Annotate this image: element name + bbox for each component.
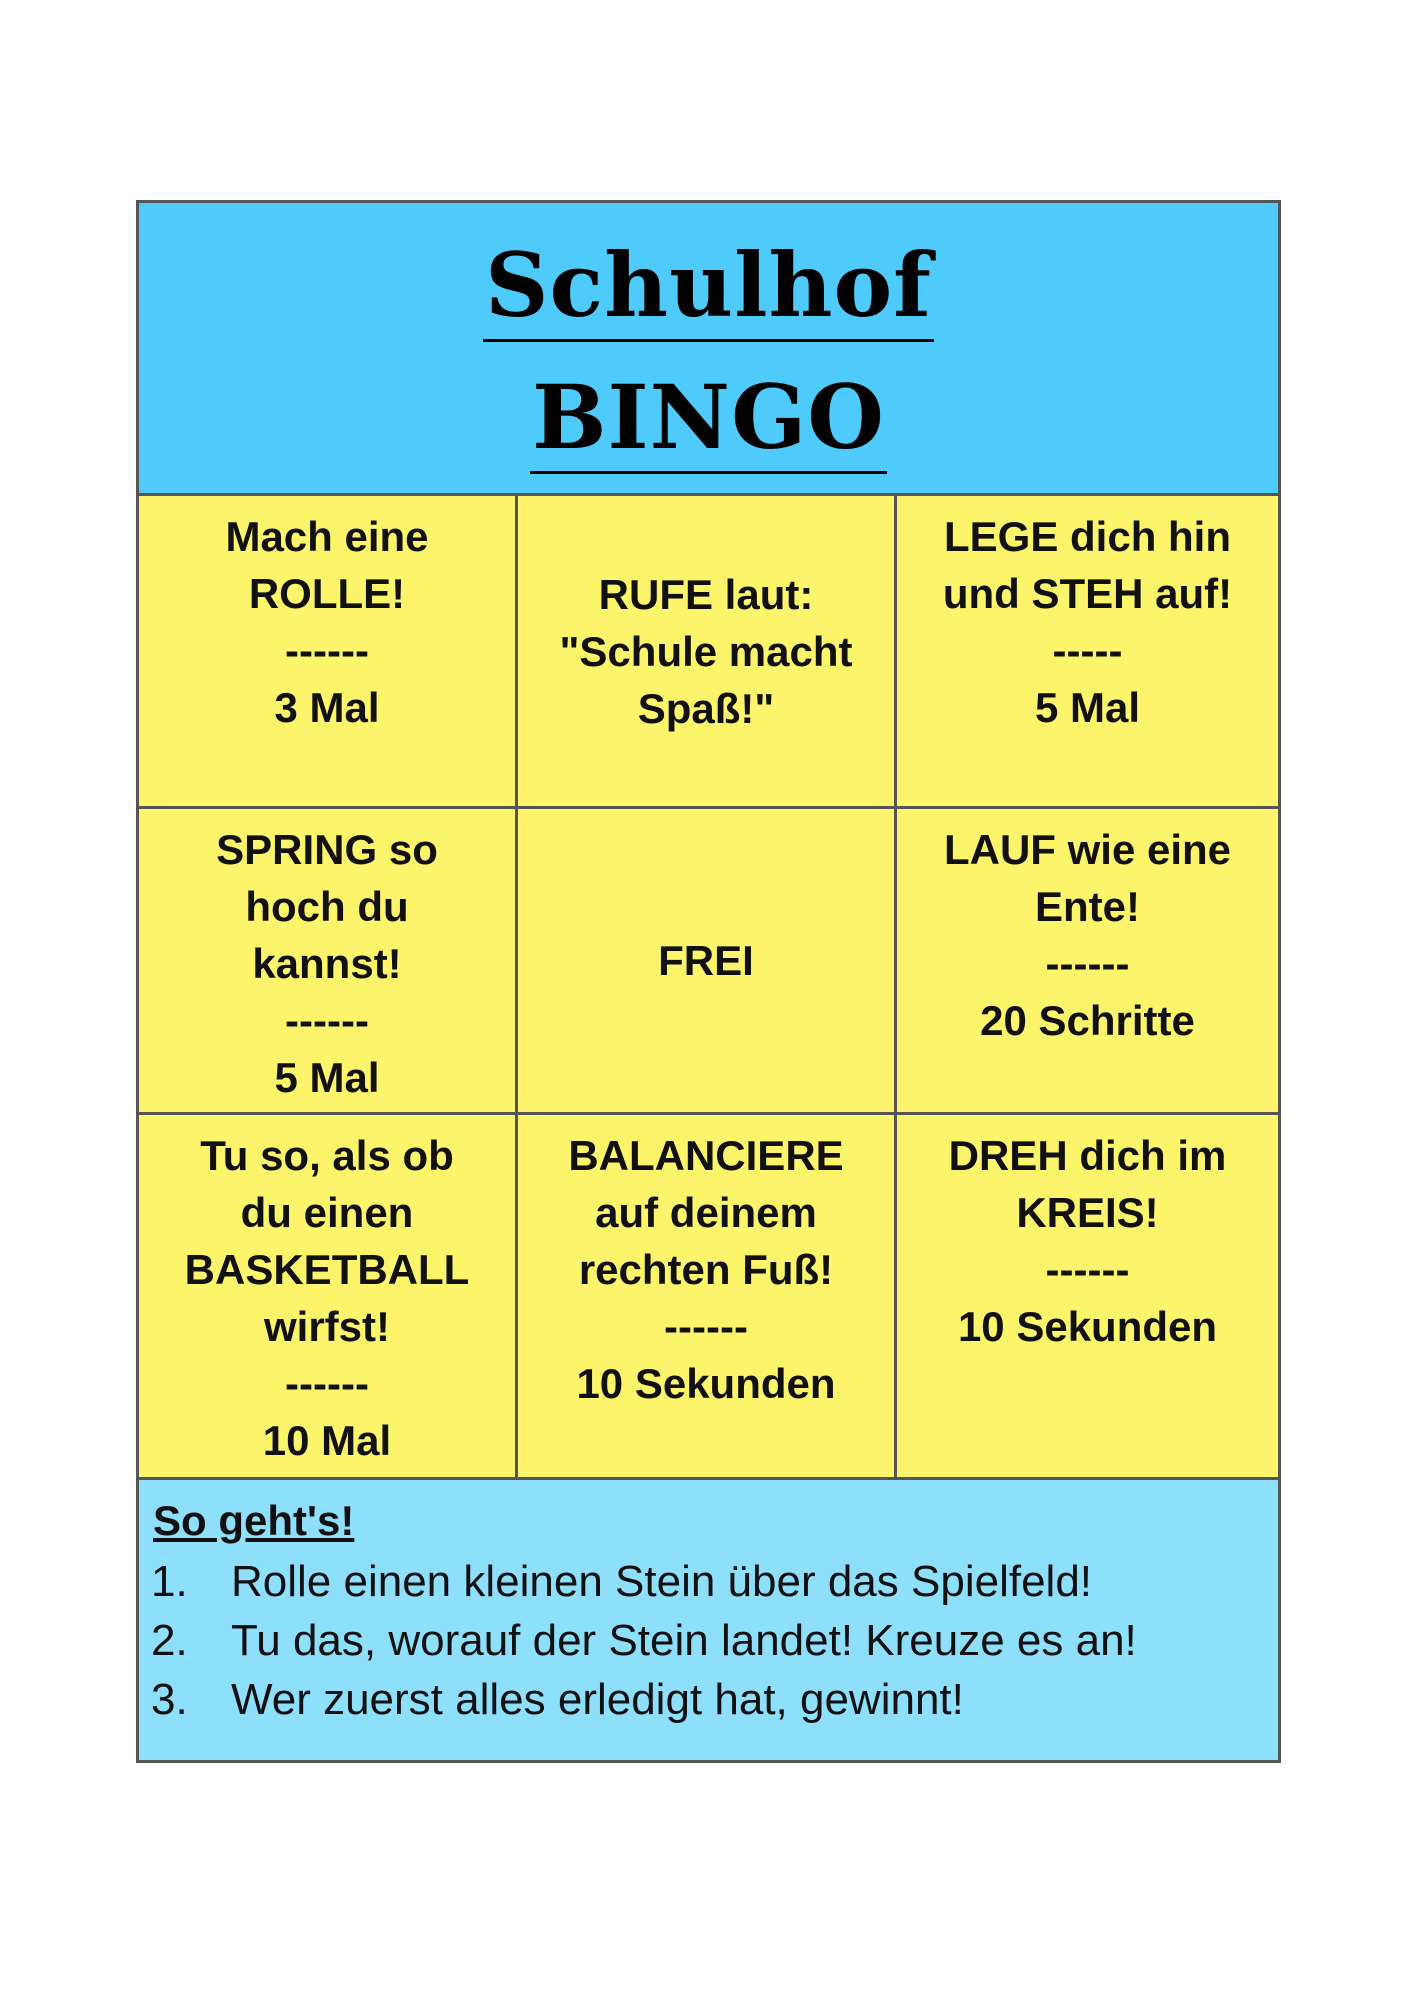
cell-text: SPRING so hoch du kannst! ------ 5 Mal (216, 826, 438, 1101)
cell-text: Mach eine ROLLE! ------ 3 Mal (225, 513, 429, 731)
card-header (139, 203, 1278, 493)
bingo-cell-frei[interactable] (518, 809, 894, 1112)
rules-section (139, 1480, 1278, 1760)
cell-text: FREI (658, 937, 754, 984)
list-item (151, 1552, 1137, 1611)
list-text: Tu das, worauf der Stein landet! Kreuze es an! (231, 1616, 1137, 1665)
cell-text: RUFE laut: "Schule macht Spaß!" (559, 570, 853, 732)
bingo-cell-spring[interactable] (139, 809, 515, 1112)
list-number: 1. (151, 1557, 188, 1606)
list-number: 3. (151, 1675, 188, 1724)
list-text: Wer zuerst alles erledigt hat, gewinnt! (231, 1675, 964, 1724)
bingo-cell-rufe[interactable] (518, 496, 894, 806)
list-item (151, 1611, 1137, 1670)
rules-list (151, 1552, 1137, 1729)
cell-text: Tu so, als ob du einen BASKETBALL wirfst! ------ 10 Mal (184, 1132, 470, 1464)
title-bingo: BINGO (530, 373, 887, 474)
list-text: Rolle einen kleinen Stein über das Spielfeld! (231, 1557, 1093, 1606)
bingo-cell-basketball[interactable] (139, 1115, 515, 1477)
title-line-2 (139, 365, 1278, 474)
cell-text: BALANCIERE auf deinem rechten Fuß! ------ 10 Sekunden (568, 1132, 844, 1407)
bingo-grid (139, 496, 1278, 1477)
bingo-cell-lauf[interactable] (897, 809, 1278, 1112)
cell-text: LAUF wie eine Ente! ------ 20 Schritte (943, 826, 1232, 1044)
list-number: 2. (151, 1616, 188, 1665)
bingo-cell-balanciere[interactable] (518, 1115, 894, 1477)
bingo-cell-dreh[interactable] (897, 1115, 1278, 1477)
title-schulhof: Schulhof (483, 241, 934, 342)
cell-text: DREH dich im KREIS! ------ 10 Sekunden (948, 1132, 1227, 1350)
cell-text: LEGE dich hin und STEH auf! ----- 5 Mal (942, 513, 1233, 731)
bingo-card (136, 200, 1281, 1763)
title-line-1 (139, 233, 1278, 342)
bingo-cell-lege[interactable] (897, 496, 1278, 806)
list-item (151, 1670, 1137, 1729)
bingo-cell-rolle[interactable] (139, 496, 515, 806)
rules-title: So geht's! (153, 1497, 355, 1544)
